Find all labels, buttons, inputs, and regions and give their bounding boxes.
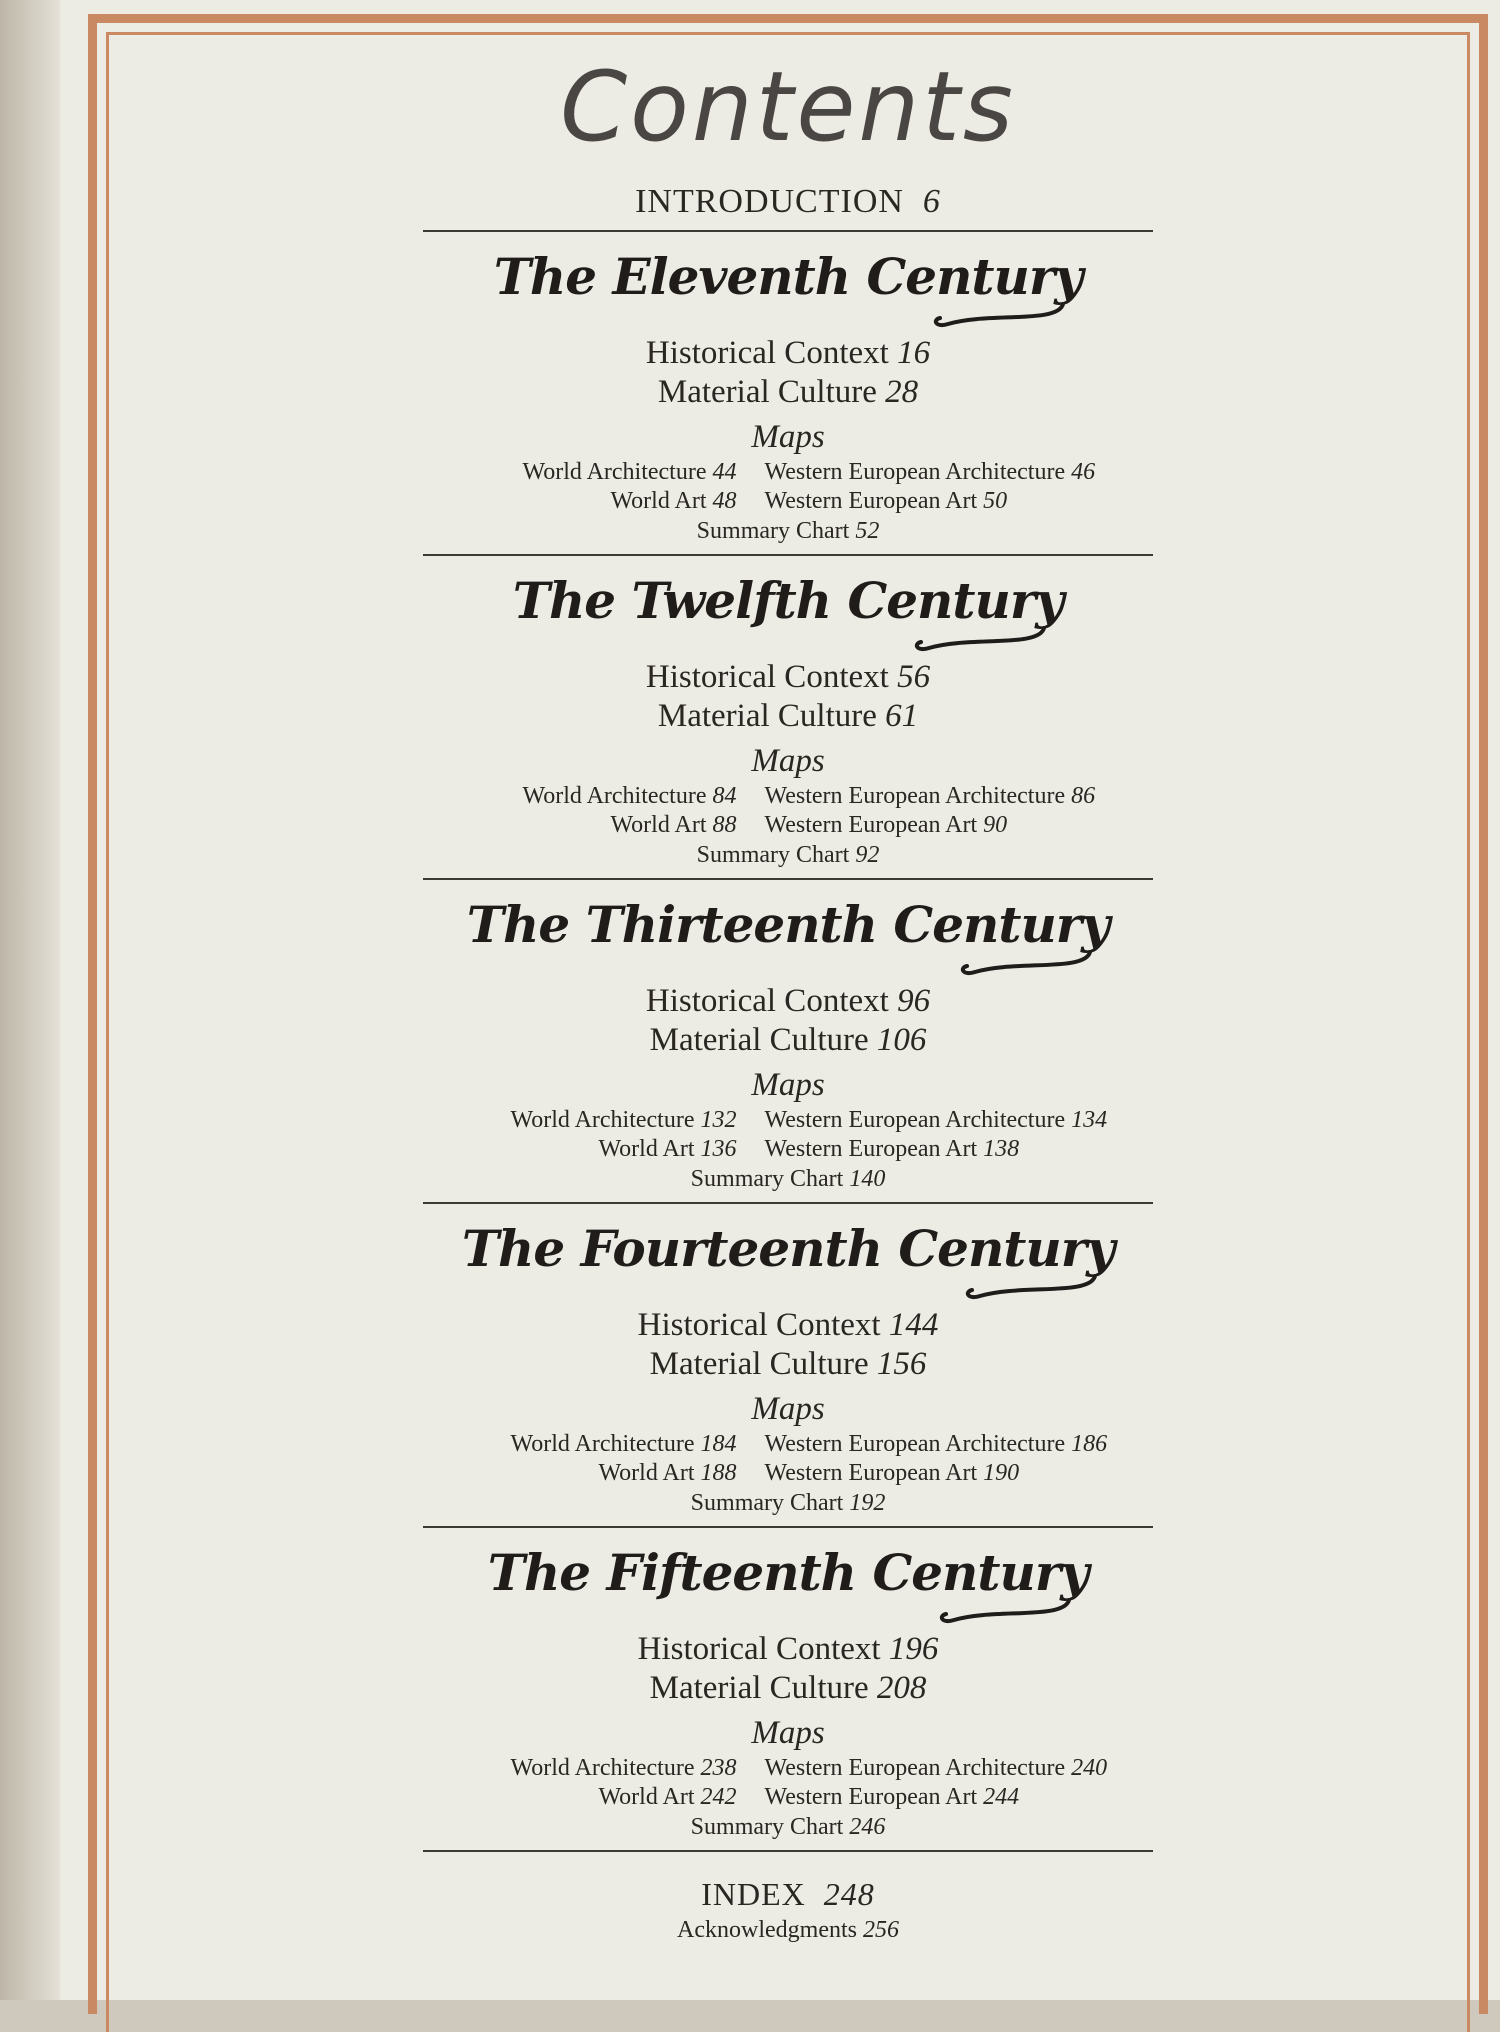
entry-page: 242: [700, 1784, 737, 1810]
toc-entry-historical-context: [106, 1630, 1470, 1669]
entry-page: 52: [855, 518, 880, 544]
entry-page: 46: [1071, 459, 1096, 485]
entry-label: Material Culture: [649, 1346, 869, 1382]
toc-entry-summary-chart: [106, 516, 1470, 546]
entry-label: Historical Context: [645, 335, 889, 371]
century-sections: [106, 232, 1470, 1852]
swash-ornament: [909, 626, 1049, 656]
index-page: 248: [823, 1876, 875, 1912]
century-heading: [488, 1538, 1089, 1608]
entry-page: 144: [888, 1307, 939, 1343]
maps-row-art: [106, 811, 1470, 840]
entry-page: 240: [1071, 1755, 1108, 1781]
entry-page: 48: [712, 488, 737, 514]
entry-page: 184: [700, 1431, 737, 1457]
century-heading-text: The Twelfth Century: [512, 571, 1064, 630]
toc-entry-world-architecture: [406, 1754, 751, 1783]
toc-entry-material-culture: [106, 697, 1470, 736]
introduction-label: INTRODUCTION: [635, 183, 904, 220]
entry-page: 196: [888, 1631, 939, 1667]
contents-body: [106, 32, 1470, 1946]
toc-entry-western-european-art: [751, 1135, 1171, 1164]
toc-entry-material-culture: [106, 373, 1470, 412]
century-heading: [494, 242, 1083, 312]
toc-entry-acknowledgments: [106, 1914, 1470, 1946]
toc-entry-world-architecture: [406, 1430, 751, 1459]
century-section: [106, 556, 1470, 880]
entry-page: 84: [712, 783, 737, 809]
maps-row-art: [106, 487, 1470, 516]
entry-label: Material Culture: [657, 374, 877, 410]
entry-label: Western European Architecture: [764, 1431, 1066, 1457]
entry-label: Western European Art: [764, 1784, 978, 1810]
maps-subheading: Maps: [751, 1067, 825, 1103]
toc-entry-western-european-architecture: [751, 1430, 1171, 1459]
entry-label: Historical Context: [637, 1307, 881, 1343]
toc-entry-introduction: [106, 182, 1470, 222]
toc-entry-world-art: [406, 1135, 751, 1164]
maps-subheading: Maps: [751, 1715, 825, 1751]
century-heading-text: The Eleventh Century: [493, 247, 1083, 306]
toc-entry-western-european-architecture: [751, 1754, 1171, 1783]
entry-page: 138: [983, 1136, 1020, 1162]
toc-entry-index: [106, 1874, 1470, 1914]
toc-entry-world-art: [406, 1459, 751, 1488]
entry-label: Material Culture: [657, 698, 877, 734]
toc-entry-world-art: [406, 811, 751, 840]
swash-ornament: [934, 1598, 1074, 1628]
century-heading-text: The Thirteenth Century: [466, 895, 1110, 954]
maps-subheading: Maps: [751, 1391, 825, 1427]
toc-entry-historical-context: [106, 334, 1470, 373]
entry-label: Summary Chart: [690, 1490, 844, 1516]
maps-row-art: [106, 1135, 1470, 1164]
entry-page: 136: [700, 1136, 737, 1162]
entry-page: 140: [849, 1166, 886, 1192]
entry-page: 56: [897, 659, 931, 695]
toc-entry-material-culture: [106, 1345, 1470, 1384]
century-section: [106, 1528, 1470, 1852]
entry-label: World Architecture: [510, 1431, 695, 1457]
entry-page: 192: [849, 1490, 886, 1516]
entry-label: Historical Context: [645, 983, 889, 1019]
toc-entry-western-european-art: [751, 811, 1171, 840]
entry-label: Material Culture: [649, 1670, 869, 1706]
entry-page: 44: [712, 459, 737, 485]
entry-page: 156: [876, 1346, 927, 1382]
toc-entry-world-art: [406, 1783, 751, 1812]
entry-label: Material Culture: [649, 1022, 869, 1058]
toc-entry-summary-chart: [106, 840, 1470, 870]
century-section: [106, 232, 1470, 556]
entry-page: 28: [885, 374, 919, 410]
divider: [423, 1850, 1153, 1852]
toc-entry-western-european-art: [751, 1783, 1171, 1812]
introduction-page: 6: [922, 183, 941, 220]
toc-entry-western-european-art: [751, 1459, 1171, 1488]
entry-label: World Art: [610, 488, 707, 514]
swash-ornament: [955, 950, 1095, 980]
entry-label: World Architecture: [510, 1107, 695, 1133]
entry-page: 188: [700, 1460, 737, 1486]
toc-entry-western-european-architecture: [751, 1106, 1171, 1135]
toc-entry-historical-context: [106, 1306, 1470, 1345]
toc-entry-summary-chart: [106, 1164, 1470, 1194]
maps-row-art: [106, 1459, 1470, 1488]
entry-label: World Art: [598, 1136, 695, 1162]
toc-entry-western-european-art: [751, 487, 1171, 516]
entry-label: World Architecture: [510, 1755, 695, 1781]
maps-row-architecture: [106, 782, 1470, 811]
entry-label: Western European Architecture: [764, 783, 1066, 809]
book-gutter: [0, 0, 60, 2000]
toc-entry-summary-chart: [106, 1812, 1470, 1842]
entry-page: 208: [876, 1670, 927, 1706]
entry-label: Western European Art: [764, 812, 978, 838]
century-heading: [467, 890, 1109, 960]
entry-label: World Art: [610, 812, 707, 838]
maps-row-architecture: [106, 1430, 1470, 1459]
maps-subheading: Maps: [751, 743, 825, 779]
century-section: [106, 1204, 1470, 1528]
toc-entry-material-culture: [106, 1021, 1470, 1060]
book-page: [60, 0, 1500, 2000]
entry-label: Summary Chart: [690, 1166, 844, 1192]
entry-label: Western European Architecture: [764, 459, 1066, 485]
entry-page: 186: [1071, 1431, 1108, 1457]
entry-page: 246: [849, 1814, 886, 1840]
entry-label: Summary Chart: [696, 842, 850, 868]
maps-row-architecture: [106, 458, 1470, 487]
entry-page: 61: [885, 698, 919, 734]
century-section: [106, 880, 1470, 1204]
toc-entry-world-architecture: [406, 782, 751, 811]
century-heading-text: The Fifteenth Century: [487, 1543, 1089, 1602]
index-label: INDEX: [701, 1876, 806, 1912]
entry-page: 88: [712, 812, 737, 838]
entry-label: World Art: [598, 1460, 695, 1486]
swash-ornament: [960, 1274, 1100, 1304]
maps-row-architecture: [106, 1106, 1470, 1135]
entry-page: 92: [855, 842, 880, 868]
toc-entry-western-european-architecture: [751, 458, 1171, 487]
maps-subheading: Maps: [751, 419, 825, 455]
entry-page: 106: [876, 1022, 927, 1058]
entry-page: 96: [897, 983, 931, 1019]
page-title: Contents: [560, 51, 1016, 163]
swash-ornament: [928, 302, 1068, 332]
toc-entry-western-european-architecture: [751, 782, 1171, 811]
maps-row-art: [106, 1783, 1470, 1812]
toc-entry-material-culture: [106, 1669, 1470, 1708]
century-heading: [513, 566, 1064, 636]
acknowledgments-label: Acknowledgments: [677, 1917, 857, 1943]
entry-label: Western European Art: [764, 1460, 978, 1486]
entry-label: World Architecture: [522, 783, 707, 809]
toc-entry-historical-context: [106, 982, 1470, 1021]
entry-page: 86: [1071, 783, 1096, 809]
entry-label: Western European Architecture: [764, 1755, 1066, 1781]
toc-entry-world-architecture: [406, 458, 751, 487]
century-heading: [462, 1214, 1114, 1284]
entry-page: 90: [983, 812, 1008, 838]
entry-label: Historical Context: [645, 659, 889, 695]
maps-row-architecture: [106, 1754, 1470, 1783]
entry-label: Summary Chart: [690, 1814, 844, 1840]
entry-label: Historical Context: [637, 1631, 881, 1667]
entry-label: Western European Art: [764, 1136, 978, 1162]
century-heading-text: The Fourteenth Century: [461, 1219, 1115, 1278]
toc-entry-world-architecture: [406, 1106, 751, 1135]
entry-page: 132: [700, 1107, 737, 1133]
toc-entry-summary-chart: [106, 1488, 1470, 1518]
entry-page: 190: [983, 1460, 1020, 1486]
entry-page: 134: [1071, 1107, 1108, 1133]
toc-entry-historical-context: [106, 658, 1470, 697]
entry-label: Western European Art: [764, 488, 978, 514]
entry-page: 16: [897, 335, 931, 371]
entry-label: Summary Chart: [696, 518, 850, 544]
entry-page: 244: [983, 1784, 1020, 1810]
entry-page: 238: [700, 1755, 737, 1781]
entry-label: World Architecture: [522, 459, 707, 485]
toc-entry-world-art: [406, 487, 751, 516]
acknowledgments-page: 256: [862, 1917, 899, 1943]
entry-label: World Art: [598, 1784, 695, 1810]
entry-label: Western European Architecture: [764, 1107, 1066, 1133]
entry-page: 50: [983, 488, 1008, 514]
